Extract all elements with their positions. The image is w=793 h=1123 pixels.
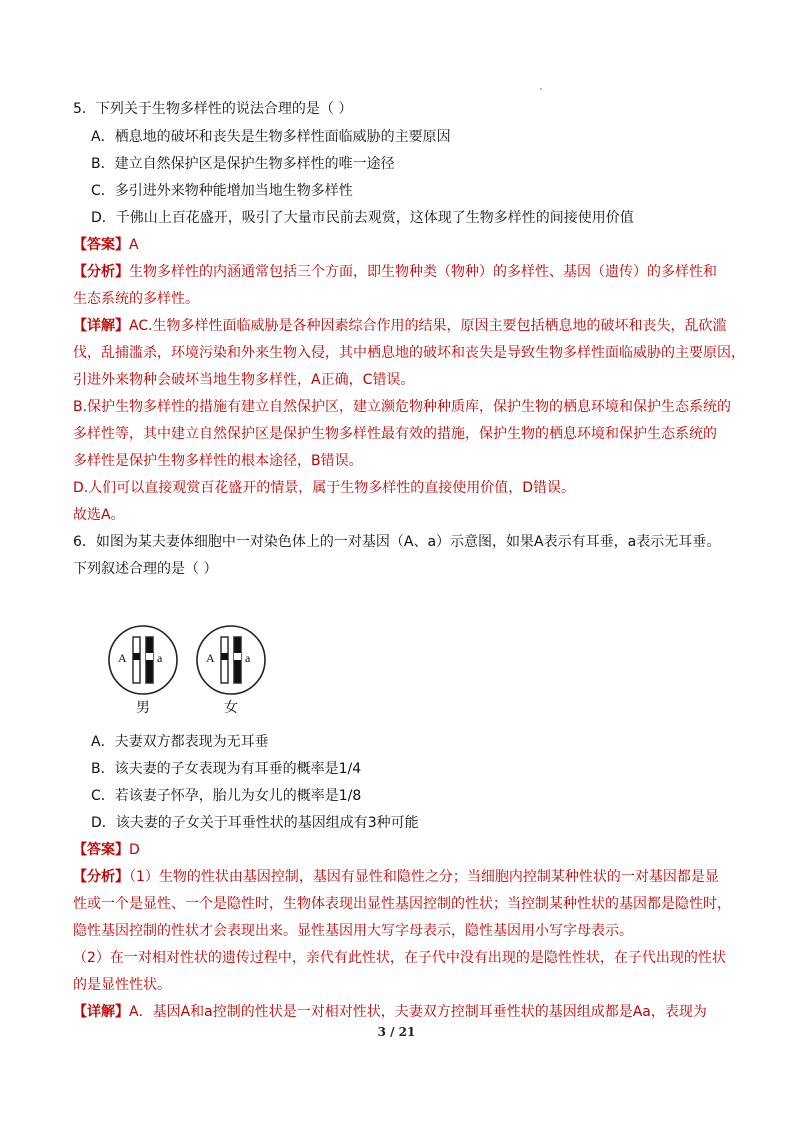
male-gene-band-left <box>133 653 140 660</box>
q6-analysis-line-3: 隐性基因控制的性状才会表现出来。显性基因用大写字母表示，隐性基因用小写字母表示。 <box>73 923 633 939</box>
q5-option-c: C．多引进外来物种能增加当地生物多样性 <box>91 183 353 199</box>
q5-analysis-line-2: 生态系统的多样性。 <box>73 291 199 307</box>
female-gene-a: a <box>245 651 251 665</box>
analysis-tag: 【分析】 <box>73 869 129 885</box>
q5-option-b: B．建立自然保护区是保护生物多样性的唯一途径 <box>91 156 395 172</box>
q6-analysis-line-4: （2）在一对相对性状的遗传过程中，亲代有此性状，在子代中没有出现的是隐性性状，在子代出现的性状 <box>73 950 726 966</box>
male-gene-A: A <box>118 651 127 665</box>
q5-detail-line-1 <box>73 317 727 335</box>
male-cell <box>109 626 177 694</box>
q5-analysis-line-1 <box>73 263 717 281</box>
male-label: 男 <box>136 700 150 716</box>
q5-stem: 5．下列关于生物多样性的说法合理的是（ ） <box>73 101 353 117</box>
female-gene-A: A <box>206 651 215 665</box>
q6-detail-line-1 <box>73 1003 707 1021</box>
page-number: 3 / 21 <box>377 1025 416 1039</box>
female-label: 女 <box>224 700 238 716</box>
female-gene-band-left <box>221 653 228 660</box>
detail-tag: 【详解】 <box>73 318 129 334</box>
analysis-text: 生物多样性的内涵通常包括三个方面，即生物种类（物种）的多样性、基因（遗传）的多样性和 <box>129 264 717 280</box>
q5-detail-line-5: 多样性等，其中建立自然保护区是保护生物多样性最有效的措施，保护生物的栖息环境和保护生态系统的 <box>73 426 717 442</box>
q6-stem-line-2: 下列叙述合理的是（ ） <box>73 561 218 577</box>
q5-option-a: A．栖息地的破坏和丧失是生物多样性面临威胁的主要原因 <box>91 129 451 145</box>
analysis-text: （1）生物的性状由基因控制，基因有显性和隐性之分；当细胞内控制某种性状的一对基因都是显 <box>129 869 719 885</box>
q6-option-b: B．该夫妻的子女表现为有耳垂的概率是1/4 <box>91 761 362 777</box>
q6-analysis-line-1 <box>73 868 719 886</box>
q6-stem-line-1: 6．如图为某夫妻体细胞中一对染色体上的一对基因（A、a）示意图，如果A表示有耳垂，a表示无耳垂。 <box>73 534 721 550</box>
q5-detail-line-3: 引进外来物种会破坏当地生物多样性，A正确，C错误。 <box>73 372 415 388</box>
answer-value: A <box>129 237 139 253</box>
q5-detail-line-2: 伐，乱捕滥杀，环境污染和外来生物入侵，其中栖息地的破坏和丧失是导致生物多样性面临威胁的主要原因， <box>73 345 745 361</box>
q5-detail-line-7: D.人们可以直接观赏百花盛开的情景，属于生物多样性的直接使用价值，D错误。 <box>73 480 576 496</box>
q5-detail-line-6: 多样性是保护生物多样性的根本途径，B错误。 <box>73 453 363 469</box>
q6-analysis-line-5: 的是显性性状。 <box>73 977 171 993</box>
analysis-tag: 【分析】 <box>73 264 129 280</box>
q6-option-d: D．该夫妻的子女关于耳垂性状的基因组成有3种可能 <box>91 815 419 831</box>
q6-analysis-line-2: 性或一个是显性、一个是隐性时，生物体表现出显性基因控制的性状；当控制某种性状的基因都是隐性时， <box>73 896 731 912</box>
q5-answer <box>73 236 139 254</box>
male-gene-band-right <box>146 653 153 660</box>
q5-conclusion: 故选A。 <box>73 507 125 523</box>
male-gene-a: a <box>157 651 163 665</box>
detail-tag: 【详解】 <box>73 1004 129 1020</box>
detail-text: A．基因A和a控制的性状是一对相对性状，夫妻双方控制耳垂性状的基因组成都是Aa，表现为 <box>129 1004 707 1020</box>
chromosome-diagram <box>100 620 280 720</box>
scan-speck <box>540 88 542 90</box>
female-cell <box>197 626 265 694</box>
detail-text: AC.生物多样性面临威胁是各种因素综合作用的结果，原因主要包括栖息地的破坏和丧失，乱砍滥 <box>129 318 727 334</box>
answer-value: D <box>129 842 140 858</box>
female-gene-band-right <box>234 653 241 660</box>
q5-option-d: D．千佛山上百花盛开，吸引了大量市民前去观赏，这体现了生物多样性的间接使用价值 <box>91 210 634 226</box>
answer-tag: 【答案】 <box>73 842 129 858</box>
q6-option-c: C．若该妻子怀孕，胎儿为女儿的概率是1/8 <box>91 788 362 804</box>
q6-option-a: A．夫妻双方都表现为无耳垂 <box>91 734 269 750</box>
q6-answer <box>73 841 140 859</box>
answer-tag: 【答案】 <box>73 237 129 253</box>
q5-detail-line-4: B.保护生物多样性的措施有建立自然保护区，建立濒危物种种质库，保护生物的栖息环境和保护生态系统的 <box>73 399 732 415</box>
